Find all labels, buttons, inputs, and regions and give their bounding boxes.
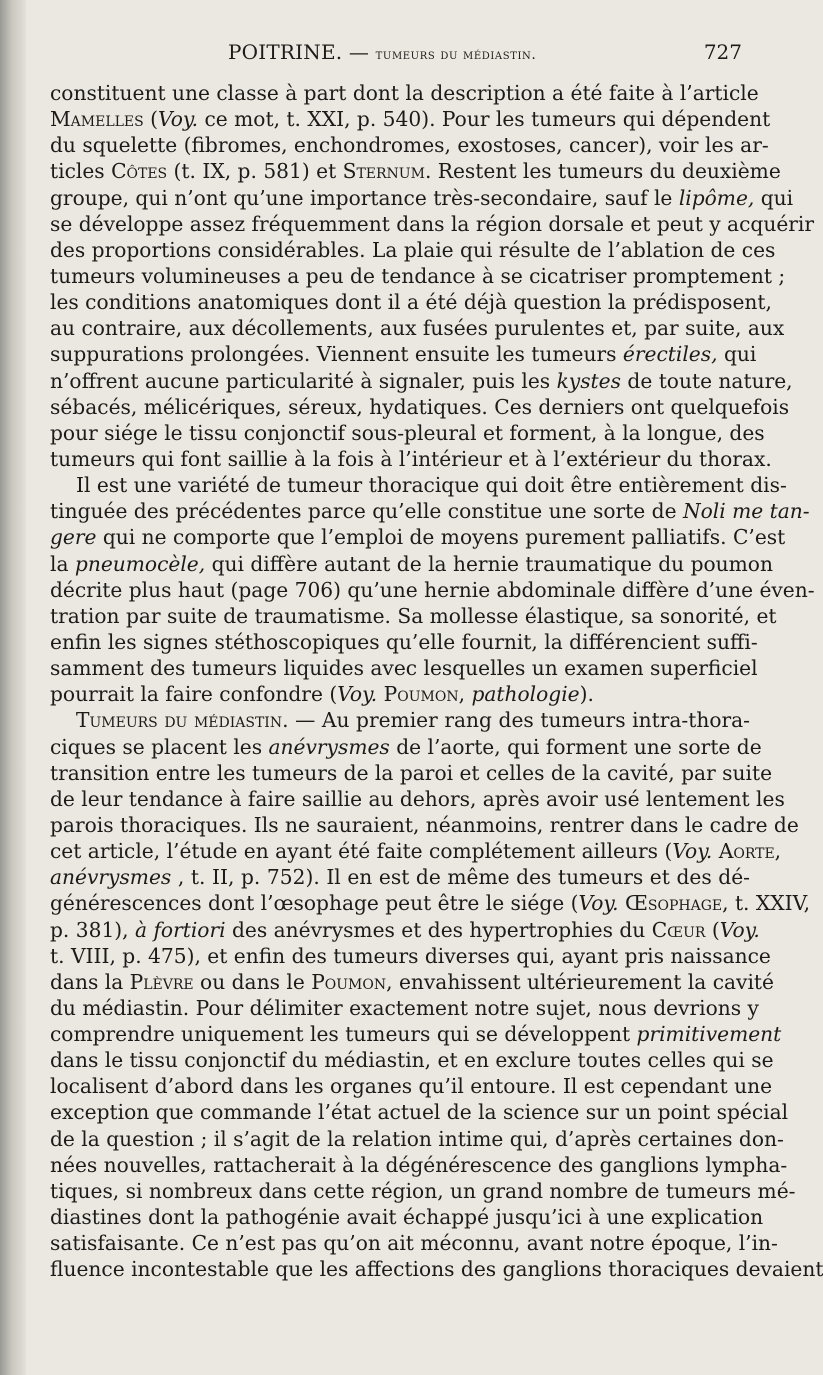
text-run: diastines dont la pathogénie avait échappé jusqu’ici à une explication (50, 1205, 764, 1230)
text-line (50, 524, 786, 550)
text-line (50, 1152, 788, 1178)
text-run: ( (143, 107, 159, 132)
text-run: . Restent les tumeurs du deuxième (424, 159, 781, 184)
text-line (50, 289, 772, 315)
text-line (50, 551, 773, 577)
text-run: ). (579, 682, 594, 707)
text-run: générescences dont l’œsophage peut être le siége ( (50, 891, 579, 916)
text-line (50, 1021, 782, 1047)
text-run: qui (717, 342, 757, 367)
body-text (50, 80, 823, 1282)
italic-term: Voy. (578, 891, 619, 916)
small-caps-term: Mamelles (50, 107, 144, 132)
text-run: qui (754, 185, 794, 210)
text-line (50, 655, 758, 681)
text-run: des proportions considérables. La plaie qui résulte de l’ablation de ces (50, 237, 776, 262)
text-line (50, 577, 815, 603)
italic-term: Voy. (672, 839, 713, 864)
text-line (50, 80, 759, 106)
text-line (50, 917, 760, 943)
text-run: (t. IX, p. 581) et (167, 159, 343, 184)
text-line (50, 420, 765, 446)
text-line (50, 943, 771, 969)
text-run: du squelette (fibromes, enchondromes, exostoses, cancer), voir les ar- (50, 133, 769, 158)
text-line (50, 786, 785, 812)
italic-term: à fortiori (135, 917, 226, 942)
text-run: transition entre les tumeurs de la paroi et celles de la cavité, par suite (50, 760, 773, 785)
text-line (50, 603, 777, 629)
text-line (50, 185, 794, 211)
text-line (50, 629, 758, 655)
text-run: ( (705, 917, 720, 942)
italic-term: Voy. (719, 917, 760, 942)
text-run: de leur tendance à faire saillie au dehors, après avoir usé lentement les (50, 786, 785, 811)
text-line (50, 394, 790, 420)
italic-term: Noli me tan- (682, 499, 810, 524)
text-run: n’offrent aucune particularité à signaler, puis les (50, 368, 557, 393)
text-run: de toute nature, (620, 368, 793, 393)
text-run: pour siége le tissu conjonctif sous-pleural et forment, à la longue, des (50, 420, 765, 445)
page-header (50, 40, 750, 80)
text-line (50, 734, 762, 760)
text-line (50, 890, 811, 916)
text-run: ce mot, t. XXI, p. 540). Pour les tumeurs qui dépendent (198, 107, 771, 132)
text-run: tinguée des précédentes parce qu’elle constitue une sorte de (50, 499, 683, 524)
text-run: samment des tumeurs liquides avec lesquelles un examen superficiel (50, 656, 758, 681)
running-head-dash: — (342, 40, 376, 64)
text-run: la (50, 551, 75, 576)
text-run: de l’aorte, qui forment une sorte de (389, 734, 762, 759)
text-run: , t. II, p. 752). Il en est de même des tumeurs et des dé- (171, 865, 750, 890)
text-run: satisfaisante. Ce n’est pas qu’on ait méconnu, avant notre époque, l’in- (50, 1231, 778, 1256)
italic-term: érectiles, (622, 342, 718, 367)
text-line (50, 812, 799, 838)
italic-term: lipôme, (678, 185, 755, 210)
binding-shadow (0, 0, 26, 1375)
text-line (50, 341, 757, 367)
text-run: t. VIII, p. 475), et enfin des tumeurs diverses qui, ayant pris naissance (50, 943, 771, 968)
text-line (50, 315, 785, 341)
text-line (50, 1047, 774, 1073)
text-line (50, 1230, 778, 1256)
text-line (50, 263, 786, 289)
text-run: constituent une classe à part dont la description a été faite à l’article (50, 81, 759, 105)
text-run: , (458, 682, 472, 707)
text-run: tumeurs volumineuses a peu de tendance à se cicatriser promptement ; (50, 263, 786, 288)
small-caps-term: Plèvre (129, 969, 194, 994)
text-line (50, 237, 776, 263)
text-run: cet article, l’étude en ayant été faite complétement ailleurs ( (50, 839, 673, 864)
text-run: du médiastin. Pour délimiter exactement notre sujet, nous devrions y (50, 995, 759, 1020)
small-caps-term: Œsophage (624, 891, 723, 916)
text-run: tration par suite de traumatisme. Sa mollesse élastique, sa sonorité, et (50, 603, 777, 628)
italic-term: kystes (556, 368, 621, 393)
small-caps-term: Sternum (342, 159, 425, 184)
text-run: suppurations prolongées. Viennent ensuite les tumeurs (50, 342, 623, 367)
text-run: dans la (50, 969, 130, 994)
italic-term: gere (50, 525, 97, 550)
book-page (50, 40, 823, 1282)
text-line (50, 969, 774, 995)
text-line (50, 1256, 823, 1282)
text-run: dans le tissu conjonctif du médiastin, et en exclure toutes celles qui se (50, 1048, 774, 1073)
text-run: sébacés, mélicériques, séreux, hydatiques. Ces derniers ont quelquefois (50, 394, 790, 419)
text-run: décrite plus haut (page 706) qu’une hernie abdominale diffère d’une éven- (50, 577, 815, 602)
text-run: ticles (50, 159, 112, 184)
text-run: qui ne comporte que l’emploi de moyens purement palliatifs. C’est (96, 525, 786, 550)
text-run: fluence incontestable que les affections des ganglions thoraciques devaient (50, 1257, 823, 1282)
text-line (50, 760, 773, 786)
text-run: pourrait la faire confondre ( (50, 682, 338, 707)
text-run: exception que commande l’état actuel de la science sur un point spécial (50, 1100, 789, 1125)
text-line (50, 1126, 784, 1152)
text-run: au contraire, aux décollements, aux fusées purulentes et, par suite, aux (50, 316, 785, 341)
text-line (50, 1178, 796, 1204)
text-line (50, 446, 772, 472)
text-run: tiques, si nombreux dans cette région, un grand nombre de tumeurs mé- (50, 1178, 796, 1203)
text-line (50, 1204, 764, 1230)
italic-term: anévrysmes (268, 734, 390, 759)
text-run: qui diffère autant de la hernie traumatique du poumon (205, 551, 773, 576)
text-run: de la question ; il s’agit de la relation intime qui, d’après certaines don- (50, 1126, 784, 1151)
text-line (50, 681, 750, 707)
small-caps-term: Poumon (383, 682, 459, 707)
text-run: nées nouvelles, rattacherait à la dégénérescence des ganglions lympha- (50, 1152, 788, 1177)
italic-term: Voy. (158, 107, 199, 132)
text-run: , envahissent ultérieurement la cavité (386, 969, 774, 994)
text-run: des anévrysmes et des hypertrophies du (225, 917, 652, 942)
small-caps-term: Côtes (111, 159, 168, 184)
small-caps-term: Poumon (311, 969, 387, 994)
text-line (50, 106, 771, 132)
text-line (50, 158, 781, 184)
text-line (50, 472, 787, 498)
text-line (50, 498, 810, 524)
italic-term: pneumocèle, (74, 551, 206, 576)
text-run: tumeurs qui font saillie à la fois à l’intérieur et à l’extérieur du thorax. (50, 446, 772, 471)
text-run: ou dans le (193, 969, 312, 994)
small-caps-term: Aorte, (718, 839, 782, 864)
text-line (50, 995, 759, 1021)
running-head (228, 40, 536, 64)
italic-term: pathologie (471, 682, 580, 707)
text-run: se développe assez fréquemment dans la région dorsale et peut y acquérir (50, 211, 815, 236)
text-run: les conditions anatomiques dont il a été déjà question la prédisposent, (50, 290, 772, 315)
text-run: comprendre uniquement les tumeurs qui se développent (50, 1022, 637, 1047)
italic-term: Voy. (337, 682, 378, 707)
text-line (50, 1073, 773, 1099)
text-line (50, 1099, 789, 1125)
text-line (50, 132, 769, 158)
small-caps-term: Tumeurs du médiastin. (76, 708, 289, 733)
text-run: p. 381), (50, 917, 135, 942)
italic-term: primitivement (636, 1022, 782, 1047)
italic-term: anévrysmes (50, 865, 172, 890)
page-number: 727 (703, 40, 742, 64)
text-line (50, 707, 750, 733)
text-run: — Au premier rang des tumeurs intra-thora- (288, 708, 751, 733)
text-run: , t. XXIV, (722, 891, 811, 916)
text-run: enfin les signes stéthoscopiques qu’elle fournit, la différencient suffi- (50, 629, 758, 654)
text-line (50, 368, 793, 394)
running-head-title: POITRINE. (228, 40, 343, 64)
text-line (50, 864, 750, 890)
text-run: groupe, qui n’ont qu’une importance très-secondaire, sauf le (50, 185, 679, 210)
small-caps-term: Cœur (651, 917, 706, 942)
running-head-subtitle: tumeurs du médiastin. (375, 47, 537, 63)
text-run: parois thoraciques. Ils ne sauraient, néanmoins, rentrer dans le cadre de (50, 812, 799, 837)
text-line (50, 838, 782, 864)
text-run: Il est une variété de tumeur thoracique qui doit être entièrement dis- (76, 473, 787, 498)
text-run: ciques se placent les (50, 734, 269, 759)
text-run: localisent d’abord dans les organes qu’il entoure. Il est cependant une (50, 1074, 773, 1099)
text-line (50, 211, 815, 237)
